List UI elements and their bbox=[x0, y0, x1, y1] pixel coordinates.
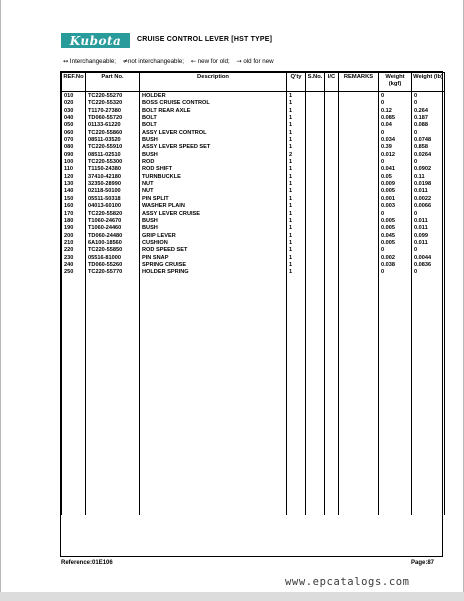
cell-ref-no: 030 bbox=[62, 108, 86, 115]
table-row bbox=[62, 240, 445, 247]
cell-serial-no bbox=[306, 174, 325, 181]
not-equal-icon: ≠ bbox=[122, 58, 128, 65]
cell-part-no: TC220-55850 bbox=[86, 247, 140, 254]
cell-weight-kgf: 0.009 bbox=[379, 181, 412, 188]
cell-description: WASHER PLAIN bbox=[140, 203, 287, 210]
filler-cell bbox=[339, 277, 379, 515]
cell-interchange bbox=[325, 166, 339, 173]
cell-weight-lb: 0.0748 bbox=[412, 137, 445, 144]
cell-remarks bbox=[339, 92, 379, 101]
table-row bbox=[62, 188, 445, 195]
table-row bbox=[62, 159, 445, 166]
cell-interchange bbox=[325, 262, 339, 269]
table-row bbox=[62, 262, 445, 269]
cell-quantity: 1 bbox=[287, 255, 306, 262]
table-row bbox=[62, 269, 445, 276]
cell-serial-no bbox=[306, 130, 325, 137]
cell-remarks bbox=[339, 262, 379, 269]
cell-quantity: 1 bbox=[287, 100, 306, 107]
table-row bbox=[62, 255, 445, 262]
cell-ref-no: 110 bbox=[62, 166, 86, 173]
table-filler-row bbox=[62, 277, 445, 515]
cell-remarks bbox=[339, 115, 379, 122]
cell-weight-kgf: 0 bbox=[379, 211, 412, 218]
cell-serial-no bbox=[306, 166, 325, 173]
cell-quantity: 1 bbox=[287, 233, 306, 240]
page-title: CRUISE CONTROL LEVER [HST TYPE] bbox=[137, 36, 273, 43]
cell-serial-no bbox=[306, 144, 325, 151]
cell-part-no: T1150-24380 bbox=[86, 166, 140, 173]
cell-part-no: TC220-55860 bbox=[86, 130, 140, 137]
cell-interchange bbox=[325, 181, 339, 188]
cell-weight-kgf: 0 bbox=[379, 100, 412, 107]
cell-weight-lb: 0 bbox=[412, 269, 445, 276]
cell-serial-no bbox=[306, 240, 325, 247]
table-row bbox=[62, 152, 445, 159]
cell-weight-lb: 0.0066 bbox=[412, 203, 445, 210]
cell-part-no: 02118-50100 bbox=[86, 188, 140, 195]
header-remarks: REMARKS bbox=[339, 73, 379, 92]
cell-description: HOLDER bbox=[140, 92, 287, 101]
cell-quantity: 1 bbox=[287, 122, 306, 129]
cell-ref-no: 230 bbox=[62, 255, 86, 262]
cell-weight-kgf: 0.012 bbox=[379, 152, 412, 159]
cell-ref-no: 010 bbox=[62, 92, 86, 101]
cell-interchange bbox=[325, 218, 339, 225]
cell-description: ASSY LEVER CONTROL bbox=[140, 130, 287, 137]
cell-remarks bbox=[339, 247, 379, 254]
left-arrow-icon: ← bbox=[190, 58, 196, 65]
cell-description: ASSY LEVER CRUISE bbox=[140, 211, 287, 218]
cell-interchange bbox=[325, 225, 339, 232]
cell-quantity: 1 bbox=[287, 196, 306, 203]
cell-remarks bbox=[339, 225, 379, 232]
cell-description: ASSY LEVER SPEED SET bbox=[140, 144, 287, 151]
cell-weight-lb: 0.099 bbox=[412, 233, 445, 240]
cell-description: BOLT bbox=[140, 115, 287, 122]
cell-weight-lb: 0 bbox=[412, 211, 445, 218]
cell-interchange bbox=[325, 152, 339, 159]
cell-quantity: 1 bbox=[287, 269, 306, 276]
cell-remarks bbox=[339, 100, 379, 107]
cell-serial-no bbox=[306, 100, 325, 107]
cell-interchange bbox=[325, 130, 339, 137]
header-description: Description bbox=[140, 73, 287, 92]
cell-interchange bbox=[325, 159, 339, 166]
cell-ref-no: 250 bbox=[62, 269, 86, 276]
cell-weight-lb: 0.264 bbox=[412, 108, 445, 115]
cell-part-no: 08511-02510 bbox=[86, 152, 140, 159]
cell-description: PIN SPLIT bbox=[140, 196, 287, 203]
cell-serial-no bbox=[306, 188, 325, 195]
table-row bbox=[62, 211, 445, 218]
cell-remarks bbox=[339, 137, 379, 144]
cell-weight-lb: 0.0198 bbox=[412, 181, 445, 188]
cell-serial-no bbox=[306, 122, 325, 129]
cell-quantity: 1 bbox=[287, 144, 306, 151]
parts-table bbox=[61, 72, 445, 515]
cell-weight-kgf: 0.04 bbox=[379, 122, 412, 129]
cell-serial-no bbox=[306, 211, 325, 218]
cell-remarks bbox=[339, 159, 379, 166]
cell-weight-lb: 0 bbox=[412, 159, 445, 166]
legend-item-interchangeable bbox=[63, 58, 116, 65]
cell-part-no: 05516-81000 bbox=[86, 255, 140, 262]
filler-cell bbox=[287, 277, 306, 515]
page-bottom-edge bbox=[0, 592, 464, 601]
cell-ref-no: 200 bbox=[62, 233, 86, 240]
cell-weight-kgf: 0.045 bbox=[379, 233, 412, 240]
cell-remarks bbox=[339, 218, 379, 225]
cell-quantity: 1 bbox=[287, 225, 306, 232]
cell-serial-no bbox=[306, 181, 325, 188]
table-row bbox=[62, 137, 445, 144]
cell-description: NUT bbox=[140, 188, 287, 195]
cell-part-no: TD060-55720 bbox=[86, 115, 140, 122]
cell-part-no: TC220-55320 bbox=[86, 100, 140, 107]
cell-remarks bbox=[339, 108, 379, 115]
cell-ref-no: 130 bbox=[62, 181, 86, 188]
cell-quantity: 1 bbox=[287, 108, 306, 115]
cell-weight-kgf: 0.034 bbox=[379, 137, 412, 144]
header-weight-kgf: Weight (kgf) bbox=[379, 73, 412, 92]
cell-ref-no: 190 bbox=[62, 225, 86, 232]
cell-quantity: 1 bbox=[287, 203, 306, 210]
cell-part-no: T1060-24670 bbox=[86, 218, 140, 225]
reference-code: Reference:01E106 bbox=[61, 560, 113, 566]
filler-cell bbox=[86, 277, 140, 515]
cell-ref-no: 090 bbox=[62, 152, 86, 159]
cell-remarks bbox=[339, 196, 379, 203]
cell-ref-no: 120 bbox=[62, 174, 86, 181]
cell-remarks bbox=[339, 203, 379, 210]
cell-weight-kgf: 0 bbox=[379, 92, 412, 101]
filler-cell bbox=[412, 277, 445, 515]
cell-ref-no: 040 bbox=[62, 115, 86, 122]
cell-part-no: T1060-24460 bbox=[86, 225, 140, 232]
cell-serial-no bbox=[306, 233, 325, 240]
cell-part-no: T1170-27380 bbox=[86, 108, 140, 115]
legend-item-old-for-new bbox=[236, 58, 273, 65]
cell-interchange bbox=[325, 188, 339, 195]
cell-quantity: 1 bbox=[287, 262, 306, 269]
cell-weight-kgf: 0.002 bbox=[379, 255, 412, 262]
cell-ref-no: 160 bbox=[62, 203, 86, 210]
legend-label: not interchangeable; bbox=[127, 58, 185, 65]
legend-item-not-interchangeable bbox=[123, 58, 184, 65]
cell-weight-lb: 0 bbox=[412, 92, 445, 101]
cell-weight-lb: 0.088 bbox=[412, 122, 445, 129]
cell-serial-no bbox=[306, 225, 325, 232]
cell-weight-kgf: 0 bbox=[379, 159, 412, 166]
cell-serial-no bbox=[306, 269, 325, 276]
cell-remarks bbox=[339, 240, 379, 247]
cell-remarks bbox=[339, 130, 379, 137]
cell-ref-no: 140 bbox=[62, 188, 86, 195]
table-row bbox=[62, 181, 445, 188]
header-interchange: I/C bbox=[325, 73, 339, 92]
cell-remarks bbox=[339, 211, 379, 218]
cell-ref-no: 180 bbox=[62, 218, 86, 225]
cell-remarks bbox=[339, 174, 379, 181]
table-row bbox=[62, 196, 445, 203]
cell-weight-kgf: 0.005 bbox=[379, 188, 412, 195]
kubota-logo: Kubota bbox=[61, 33, 130, 48]
header-part-no: Part No. bbox=[86, 73, 140, 92]
cell-ref-no: 170 bbox=[62, 211, 86, 218]
table-row bbox=[62, 92, 445, 101]
cell-serial-no bbox=[306, 115, 325, 122]
cell-description: BUSH bbox=[140, 137, 287, 144]
cell-quantity: 1 bbox=[287, 211, 306, 218]
interchangeability-legend bbox=[63, 58, 279, 65]
cell-ref-no: 150 bbox=[62, 196, 86, 203]
cell-weight-kgf: 0.05 bbox=[379, 174, 412, 181]
cell-weight-kgf: 0.001 bbox=[379, 196, 412, 203]
table-row bbox=[62, 203, 445, 210]
table-row bbox=[62, 100, 445, 107]
filler-cell bbox=[62, 277, 86, 515]
header-serial-no: S.No. bbox=[306, 73, 325, 92]
cell-interchange bbox=[325, 247, 339, 254]
cell-weight-lb: 0.187 bbox=[412, 115, 445, 122]
cell-weight-kgf: 0 bbox=[379, 247, 412, 254]
cell-interchange bbox=[325, 115, 339, 122]
cell-weight-kgf: 0 bbox=[379, 130, 412, 137]
cell-weight-lb: 0 bbox=[412, 247, 445, 254]
cell-part-no: 6A100-18560 bbox=[86, 240, 140, 247]
cell-weight-kgf: 0.005 bbox=[379, 225, 412, 232]
table-row bbox=[62, 122, 445, 129]
cell-weight-lb: 0.858 bbox=[412, 144, 445, 151]
cell-interchange bbox=[325, 137, 339, 144]
cell-description: ROD bbox=[140, 159, 287, 166]
cell-remarks bbox=[339, 188, 379, 195]
cell-quantity: 1 bbox=[287, 240, 306, 247]
cell-remarks bbox=[339, 144, 379, 151]
table-row bbox=[62, 108, 445, 115]
cell-part-no: TD060-55260 bbox=[86, 262, 140, 269]
cell-description: ROD SPEED SET bbox=[140, 247, 287, 254]
parts-table-body bbox=[62, 92, 445, 515]
cell-interchange bbox=[325, 108, 339, 115]
cell-quantity: 1 bbox=[287, 115, 306, 122]
cell-weight-lb: 0.0022 bbox=[412, 196, 445, 203]
cell-weight-kgf: 0.085 bbox=[379, 115, 412, 122]
cell-quantity: 1 bbox=[287, 174, 306, 181]
header-ref-no: REF.No bbox=[62, 73, 86, 92]
cell-part-no: 04013-60100 bbox=[86, 203, 140, 210]
cell-weight-kgf: 0.003 bbox=[379, 203, 412, 210]
cell-weight-lb: 0.011 bbox=[412, 188, 445, 195]
cell-serial-no bbox=[306, 203, 325, 210]
cell-description: CUSHION bbox=[140, 240, 287, 247]
table-row bbox=[62, 225, 445, 232]
cell-interchange bbox=[325, 92, 339, 101]
cell-interchange bbox=[325, 100, 339, 107]
cell-description: BUSH bbox=[140, 225, 287, 232]
cell-part-no: 01133-61220 bbox=[86, 122, 140, 129]
cell-part-no: 05511-50318 bbox=[86, 196, 140, 203]
cell-ref-no: 240 bbox=[62, 262, 86, 269]
cell-remarks bbox=[339, 269, 379, 276]
cell-description: PIN SNAP bbox=[140, 255, 287, 262]
table-row bbox=[62, 247, 445, 254]
table-row bbox=[62, 218, 445, 225]
cell-description: ROD SHIFT bbox=[140, 166, 287, 173]
cell-description: BOLT bbox=[140, 122, 287, 129]
cell-part-no: 32350-28990 bbox=[86, 181, 140, 188]
cell-description: BOLT REAR AXLE bbox=[140, 108, 287, 115]
legend-item-new-for-old bbox=[191, 58, 230, 65]
table-row bbox=[62, 144, 445, 151]
cell-description: BOSS CRUISE CONTROL bbox=[140, 100, 287, 107]
watermark-url: www.epcatalogs.com bbox=[285, 576, 410, 588]
cell-part-no: TC220-55770 bbox=[86, 269, 140, 276]
cell-serial-no bbox=[306, 255, 325, 262]
cell-remarks bbox=[339, 181, 379, 188]
cell-quantity: 1 bbox=[287, 159, 306, 166]
cell-description: NUT bbox=[140, 181, 287, 188]
cell-weight-kgf: 0 bbox=[379, 269, 412, 276]
cell-remarks bbox=[339, 122, 379, 129]
filler-cell bbox=[306, 277, 325, 515]
cell-weight-lb: 0.0044 bbox=[412, 255, 445, 262]
cell-part-no: TC220-55910 bbox=[86, 144, 140, 151]
cell-weight-kgf: 0.041 bbox=[379, 166, 412, 173]
table-row bbox=[62, 166, 445, 173]
parts-table-frame bbox=[60, 71, 443, 557]
table-header-row bbox=[62, 73, 445, 92]
cell-quantity: 1 bbox=[287, 218, 306, 225]
right-arrow-icon: → bbox=[236, 58, 242, 65]
table-row bbox=[62, 115, 445, 122]
cell-serial-no bbox=[306, 92, 325, 101]
cell-ref-no: 220 bbox=[62, 247, 86, 254]
cell-serial-no bbox=[306, 159, 325, 166]
table-row bbox=[62, 130, 445, 137]
cell-ref-no: 050 bbox=[62, 122, 86, 129]
cell-serial-no bbox=[306, 247, 325, 254]
table-row bbox=[62, 233, 445, 240]
cell-serial-no bbox=[306, 262, 325, 269]
cell-weight-lb: 0.0264 bbox=[412, 152, 445, 159]
cell-serial-no bbox=[306, 137, 325, 144]
cell-weight-lb: 0 bbox=[412, 130, 445, 137]
filler-cell bbox=[325, 277, 339, 515]
cell-weight-lb: 0 bbox=[412, 100, 445, 107]
cell-remarks bbox=[339, 233, 379, 240]
cell-interchange bbox=[325, 233, 339, 240]
cell-weight-kgf: 0.038 bbox=[379, 262, 412, 269]
cell-quantity: 1 bbox=[287, 166, 306, 173]
cell-part-no: 37410-42180 bbox=[86, 174, 140, 181]
cell-interchange bbox=[325, 203, 339, 210]
cell-quantity: 1 bbox=[287, 130, 306, 137]
cell-part-no: TC220-55270 bbox=[86, 92, 140, 101]
header-weight-lb: Weight (lb) bbox=[412, 73, 445, 92]
cell-weight-lb: 0.11 bbox=[412, 174, 445, 181]
cell-remarks bbox=[339, 152, 379, 159]
cell-interchange bbox=[325, 122, 339, 129]
cell-remarks bbox=[339, 255, 379, 262]
cell-weight-kgf: 0.005 bbox=[379, 240, 412, 247]
legend-label: Interchangeable; bbox=[69, 58, 117, 65]
cell-serial-no bbox=[306, 218, 325, 225]
cell-ref-no: 070 bbox=[62, 137, 86, 144]
cell-quantity: 1 bbox=[287, 188, 306, 195]
cell-serial-no bbox=[306, 152, 325, 159]
cell-quantity: 1 bbox=[287, 181, 306, 188]
cell-interchange bbox=[325, 255, 339, 262]
cell-weight-kgf: 0.005 bbox=[379, 218, 412, 225]
cell-description: BUSH bbox=[140, 218, 287, 225]
cell-weight-lb: 0.0836 bbox=[412, 262, 445, 269]
cell-quantity: 1 bbox=[287, 137, 306, 144]
cell-weight-kgf: 0.12 bbox=[379, 108, 412, 115]
cell-weight-lb: 0.0902 bbox=[412, 166, 445, 173]
cell-ref-no: 100 bbox=[62, 159, 86, 166]
cell-serial-no bbox=[306, 196, 325, 203]
cell-ref-no: 210 bbox=[62, 240, 86, 247]
cell-interchange bbox=[325, 174, 339, 181]
cell-interchange bbox=[325, 211, 339, 218]
cell-description: GRIP LEVER bbox=[140, 233, 287, 240]
cell-part-no: TD060-24480 bbox=[86, 233, 140, 240]
cell-description: TURNBUCKLE bbox=[140, 174, 287, 181]
cell-quantity: 1 bbox=[287, 247, 306, 254]
header-quantity: Q'ty bbox=[287, 73, 306, 92]
filler-cell bbox=[379, 277, 412, 515]
filler-cell bbox=[140, 277, 287, 515]
cell-interchange bbox=[325, 144, 339, 151]
cell-interchange bbox=[325, 196, 339, 203]
cell-part-no: TC220-55300 bbox=[86, 159, 140, 166]
cell-weight-lb: 0.011 bbox=[412, 218, 445, 225]
cell-ref-no: 060 bbox=[62, 130, 86, 137]
page-number: Page:87 bbox=[411, 560, 435, 566]
cell-weight-lb: 0.011 bbox=[412, 240, 445, 247]
cell-description: HOLDER SPRING bbox=[140, 269, 287, 276]
cell-description: SPRING CRUISE bbox=[140, 262, 287, 269]
table-row bbox=[62, 174, 445, 181]
cell-interchange bbox=[325, 240, 339, 247]
cell-part-no: TC220-55820 bbox=[86, 211, 140, 218]
cell-description: BUSH bbox=[140, 152, 287, 159]
cell-weight-lb: 0.011 bbox=[412, 225, 445, 232]
cell-quantity: 1 bbox=[287, 92, 306, 101]
legend-label: new for old; bbox=[197, 58, 230, 65]
cell-weight-kgf: 0.39 bbox=[379, 144, 412, 151]
cell-quantity: 2 bbox=[287, 152, 306, 159]
double-arrow-icon: ↔ bbox=[63, 58, 69, 65]
cell-serial-no bbox=[306, 108, 325, 115]
cell-remarks bbox=[339, 166, 379, 173]
cell-interchange bbox=[325, 269, 339, 276]
cell-ref-no: 020 bbox=[62, 100, 86, 107]
cell-part-no: 08511-03520 bbox=[86, 137, 140, 144]
legend-label: old for new bbox=[243, 58, 274, 65]
cell-ref-no: 080 bbox=[62, 144, 86, 151]
